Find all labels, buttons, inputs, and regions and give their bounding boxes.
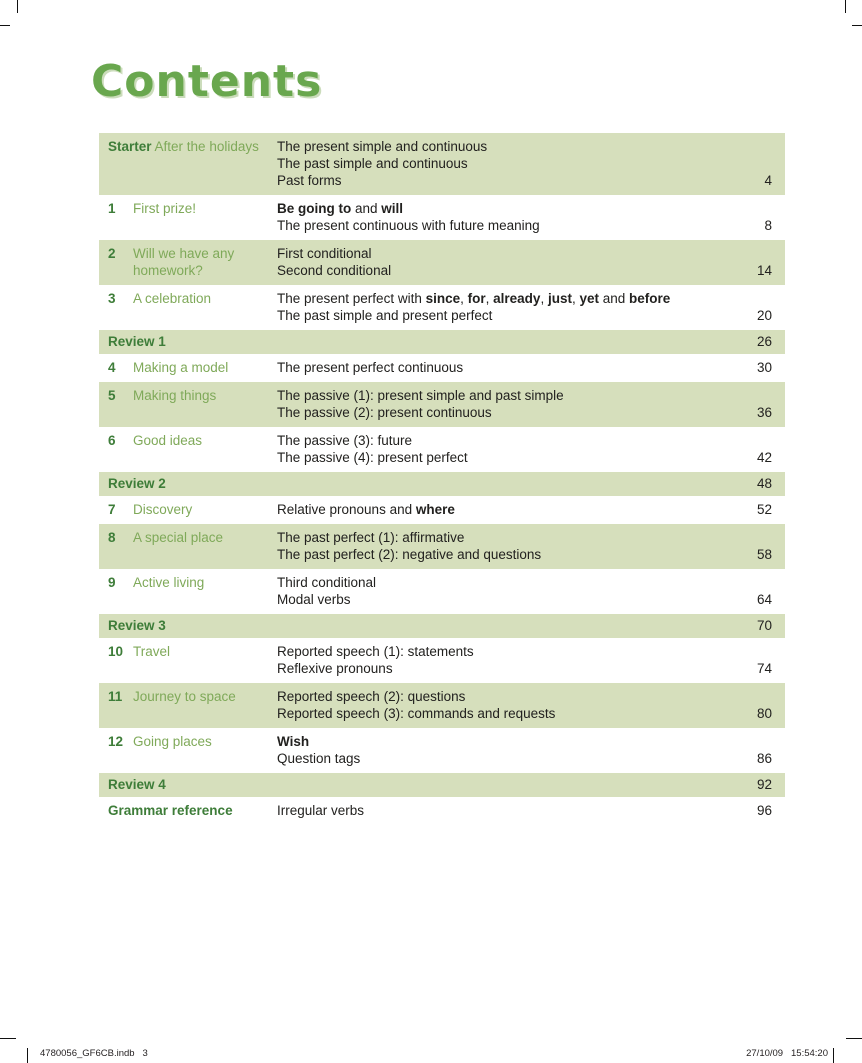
- grammar-term-bold: yet: [579, 291, 599, 306]
- toc-row-8: [99, 524, 785, 569]
- grammar-term: Modal verbs: [277, 592, 351, 607]
- grammar-items: [277, 359, 710, 376]
- grammar-items: [277, 387, 710, 421]
- toc-row-2: [99, 240, 785, 285]
- crop-mark-top-left-vertical: [17, 0, 18, 13]
- page-number: 20: [756, 308, 772, 323]
- page-number: 74: [756, 661, 772, 676]
- grammar-items: [277, 643, 710, 677]
- grammar-term: Relative pronouns and: [277, 502, 416, 517]
- page-number: 36: [756, 405, 772, 420]
- page-number: 30: [756, 360, 772, 375]
- grammar-line: [277, 591, 710, 608]
- grammar-line: [277, 172, 710, 189]
- grammar-term: Reported speech (2): questions: [277, 689, 466, 704]
- starter-label: [108, 138, 277, 155]
- unit-number: 4: [108, 360, 116, 375]
- unit-title: Discovery: [133, 502, 193, 517]
- grammar-term: The present perfect with: [277, 291, 426, 306]
- grammar-line: [277, 750, 710, 767]
- grammar-line: [277, 546, 710, 563]
- unit-title: After the holidays: [151, 139, 259, 154]
- review-label: Review 4: [108, 777, 166, 792]
- grammar-line: [277, 432, 710, 449]
- grammar-term: ,: [571, 291, 580, 306]
- grammar-term: First conditional: [277, 246, 372, 261]
- unit-number: 8: [108, 530, 116, 545]
- grammar-term: Reported speech (1): statements: [277, 644, 474, 659]
- crop-mark-bottom-right-horizontal: [846, 1038, 862, 1039]
- grammar-items: [277, 529, 710, 563]
- page-number: 86: [756, 751, 772, 766]
- starter-keyword: Starter: [108, 139, 152, 154]
- grammar-line: [277, 733, 710, 750]
- grammar-term-bold: before: [629, 291, 671, 306]
- grammar-term: and: [599, 291, 630, 306]
- unit-number: 5: [108, 388, 116, 403]
- unit-title: A special place: [133, 530, 224, 545]
- unit-number: 10: [108, 644, 124, 659]
- page-number: 58: [756, 547, 772, 562]
- page-number: 52: [756, 502, 772, 517]
- unit-number: 6: [108, 433, 116, 448]
- page-number: 80: [756, 706, 772, 721]
- unit-title: Will we have any homework?: [133, 246, 235, 278]
- unit-title: Travel: [133, 644, 171, 659]
- grammar-line: [277, 705, 710, 722]
- grammar-items: [277, 432, 710, 466]
- unit-title: Making things: [133, 388, 217, 403]
- unit-number: 2: [108, 246, 116, 261]
- grammar-line: [277, 404, 710, 421]
- grammar-reference-label: Grammar reference: [108, 803, 233, 818]
- unit-title: First prize!: [133, 201, 197, 216]
- grammar-term: Past forms: [277, 173, 342, 188]
- grammar-term: The past simple and continuous: [277, 156, 468, 171]
- grammar-term: ,: [460, 291, 468, 306]
- grammar-items: [277, 501, 710, 518]
- grammar-line: [277, 262, 710, 279]
- unit-number: 11: [108, 689, 123, 704]
- grammar-term-bold: Wish: [277, 734, 310, 749]
- page-number: 42: [756, 450, 772, 465]
- toc-row-starter: [99, 133, 785, 195]
- toc-row-review-4: [99, 773, 785, 797]
- grammar-items: [277, 200, 710, 234]
- crop-mark-bottom-left-horizontal: [0, 1038, 16, 1039]
- grammar-term-bold: will: [381, 201, 404, 216]
- grammar-term: and: [351, 201, 382, 216]
- grammar-term-bold: just: [547, 291, 572, 306]
- unit-number: 12: [108, 734, 124, 749]
- page-number: 96: [756, 803, 772, 818]
- toc-row-review-2: [99, 472, 785, 496]
- review-label: Review 3: [108, 618, 166, 633]
- unit-title: Good ideas: [133, 433, 203, 448]
- page-number: 14: [756, 263, 772, 278]
- page-title: Contents: [91, 56, 323, 107]
- grammar-line: [277, 307, 710, 324]
- toc-row-4: [99, 354, 785, 382]
- grammar-term: Second conditional: [277, 263, 392, 278]
- page-number: 8: [764, 218, 772, 233]
- toc-row-review-1: [99, 330, 785, 354]
- footer-filename: 4780056_GF6CB.indb 3: [40, 1048, 148, 1059]
- grammar-items: [277, 802, 710, 819]
- grammar-term: The present simple and continuous: [277, 139, 488, 154]
- toc-row-6: [99, 427, 785, 472]
- grammar-term-bold: already: [493, 291, 541, 306]
- crop-mark-top-left-horizontal: [0, 25, 10, 26]
- grammar-term: Third conditional: [277, 575, 377, 590]
- grammar-line: [277, 138, 710, 155]
- toc-row-review-3: [99, 614, 785, 638]
- toc-table: [99, 133, 785, 825]
- grammar-line: [277, 387, 710, 404]
- unit-number: 7: [108, 502, 116, 517]
- toc-row-10: [99, 638, 785, 683]
- crop-mark-bottom-left-vertical: [27, 1048, 28, 1063]
- grammar-term: The past perfect (2): negative and questions: [277, 547, 542, 562]
- grammar-term: ,: [540, 291, 548, 306]
- unit-title: Making a model: [133, 360, 229, 375]
- page-number: 92: [756, 777, 772, 792]
- grammar-term: The present continuous with future meaning: [277, 218, 540, 233]
- grammar-line: [277, 155, 710, 172]
- grammar-items: [277, 290, 710, 324]
- grammar-line: [277, 688, 710, 705]
- grammar-line: [277, 290, 710, 307]
- toc-row-9: [99, 569, 785, 614]
- grammar-term: Reported speech (3): commands and requests: [277, 706, 556, 721]
- grammar-line: [277, 200, 710, 217]
- grammar-items: [277, 138, 710, 189]
- grammar-term: The past simple and present perfect: [277, 308, 493, 323]
- grammar-line: [277, 359, 710, 376]
- toc-row-11: [99, 683, 785, 728]
- review-label: Review 1: [108, 334, 166, 349]
- review-label: Review 2: [108, 476, 166, 491]
- grammar-line: [277, 643, 710, 660]
- grammar-term: The passive (1): present simple and past simple: [277, 388, 564, 403]
- grammar-term: Question tags: [277, 751, 361, 766]
- grammar-line: [277, 802, 710, 819]
- page-number: 70: [756, 618, 772, 633]
- grammar-term: The passive (4): present perfect: [277, 450, 468, 465]
- grammar-items: [277, 245, 710, 279]
- grammar-term: The passive (3): future: [277, 433, 413, 448]
- grammar-term: Irregular verbs: [277, 803, 365, 818]
- unit-title: Journey to space: [133, 689, 236, 704]
- unit-number: 9: [108, 575, 116, 590]
- grammar-term-bold: Be going to: [277, 201, 352, 216]
- grammar-line: [277, 245, 710, 262]
- unit-number: 3: [108, 291, 116, 306]
- unit-title: A celebration: [133, 291, 212, 306]
- toc-row-7: [99, 496, 785, 524]
- grammar-term: Reflexive pronouns: [277, 661, 393, 676]
- page-number: 64: [756, 592, 772, 607]
- grammar-term: ,: [485, 291, 494, 306]
- page-number: 4: [764, 173, 772, 188]
- grammar-line: [277, 449, 710, 466]
- crop-mark-top-right-vertical: [845, 0, 846, 13]
- grammar-items: [277, 688, 710, 722]
- grammar-line: [277, 660, 710, 677]
- toc-row-1: [99, 195, 785, 240]
- toc-row-5: [99, 382, 785, 427]
- grammar-term-bold: for: [467, 291, 486, 306]
- grammar-term-bold: where: [415, 502, 455, 517]
- unit-title: Going places: [133, 734, 212, 749]
- page-number: 48: [756, 476, 772, 491]
- crop-mark-top-right-horizontal: [852, 25, 862, 26]
- grammar-items: [277, 574, 710, 608]
- grammar-term-bold: since: [425, 291, 461, 306]
- toc-row-grammar-reference: [99, 797, 785, 825]
- grammar-line: [277, 574, 710, 591]
- grammar-term: The past perfect (1): affirmative: [277, 530, 465, 545]
- grammar-line: [277, 217, 710, 234]
- crop-mark-bottom-right-vertical: [833, 1048, 834, 1063]
- page-number: 26: [756, 334, 772, 349]
- grammar-items: [277, 733, 710, 767]
- unit-number: 1: [108, 201, 116, 216]
- toc-row-12: [99, 728, 785, 773]
- grammar-term: The present perfect continuous: [277, 360, 464, 375]
- unit-title: Active living: [133, 575, 205, 590]
- grammar-line: [277, 529, 710, 546]
- toc-row-3: [99, 285, 785, 330]
- grammar-line: [277, 501, 710, 518]
- grammar-term: The passive (2): present continuous: [277, 405, 492, 420]
- footer-timestamp: 27/10/09 15:54:20: [746, 1048, 828, 1059]
